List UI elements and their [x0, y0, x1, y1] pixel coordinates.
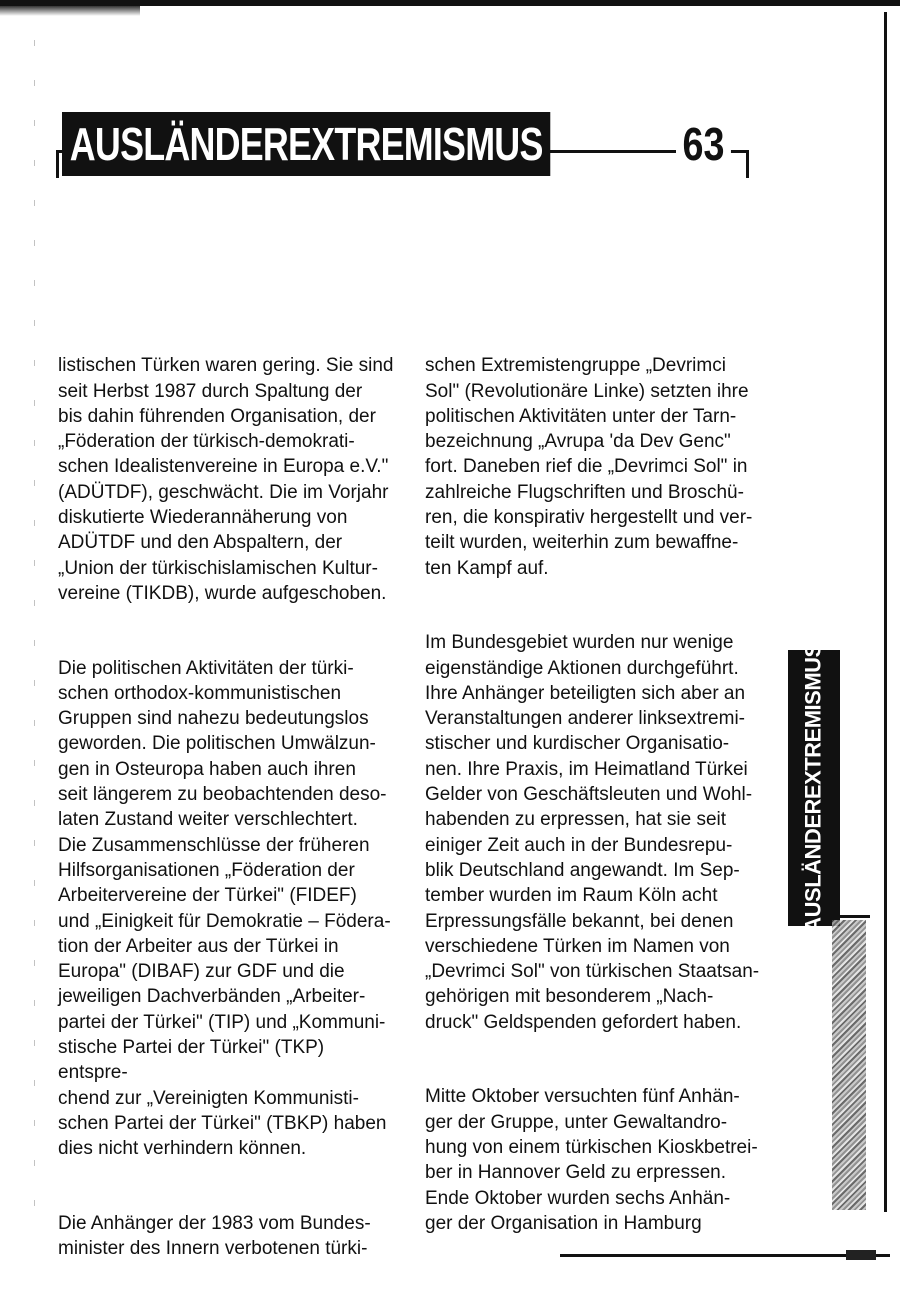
side-tab-label: AUSLÄNDEREXTREMISMUS — [801, 643, 826, 933]
paragraph: Die Anhänger der 1983 vom Bundes- minister des Innern verbotenen türki- — [58, 1212, 371, 1260]
scan-border-right — [884, 12, 887, 1212]
header-rule-right-tick — [746, 150, 749, 178]
right-column — [425, 328, 761, 1285]
scan-corner-mark — [846, 1250, 876, 1260]
paragraph: Im Bundesgebiet wurden nur wenige eigenständige Aktionen durchgeführt. Ihre Anhänger beteiligten sich aber an Veranstaltungen anderer linksextremi- stischer und kurdischer Organisatio- nen. Ihre Praxis, im Heimatland Türkei Gelder von Geschäftsleuten und Wohl- habenden zu erpressen, hat sie seit einiger Zeit auch in der Bundesrepu- blik Deutschland angewandt. Im Sep- tember wurden im Raum Köln acht Erpressungsfälle bekannt, bei denen verschiedene Türken im Namen von „Devrimci Sol" von türkischen Staatsan- gehörigen mit besonderem „Nach- druck" Geldspenden gefordert haben. — [425, 632, 760, 1033]
side-texture-pattern — [832, 920, 866, 1210]
paragraph: listischen Türken waren gering. Sie sind seit Herbst 1987 durch Spaltung der bis dahin führenden Organisation, der „Föderation der türkisch-demokrati- schen Idealistenvereine in Europa e.V." (ADÜTDF), geschwächt. Die im Vorjahr diskutierte Wiederannäherung von ADÜTDF und den Abspaltern, der „Union der türkischislamischen Kultur- vereine (TIKDB), wurde aufgeschoben. — [58, 355, 394, 604]
section-title: AUSLÄNDEREXTREMISMUS — [62, 112, 550, 176]
paragraph: Mitte Oktober versuchten fünf Anhän- ger der Gruppe, unter Gewaltandro- hung von einem türkischen Kioskbetrei- ber in Hannover Geld zu erpressen. Ende Oktober wurden sechs Anhän- ger der Organisation in Hamburg — [425, 1086, 758, 1234]
scan-left-edge — [34, 40, 35, 1220]
page-header — [56, 112, 750, 180]
paragraph: schen Extremistengruppe „Devrimci Sol" (Revolutionäre Linke) setzten ihre politischen Aktivitäten unter der Tarn- bezeichnung „Avrupa 'da Dev Genc" fort. Daneben rief die „Devrimci Sol" in zahlreiche Flugschriften und Broschü- ren, die konspirativ hergestellt und ver- teilt wurden, weiterhin zum bewaffne- ten Kampf auf. — [425, 355, 753, 579]
scan-shadow — [0, 6, 140, 16]
paragraph: Die politischen Aktivitäten der türki- schen orthodox-kommunistischen Gruppen sind nahezu bedeutungslos geworden. Die politischen Umwälzun- gen in Osteuropa haben auch ihren seit längerem zu beobachtenden deso- laten Zustand weiter verschlechtert. Die Zusammenschlüsse der früheren Hilfsorganisationen „Föderation der Arbeitervereine der Türkei" (FIDEF) und „Einigkeit für Demokratie – Födera- tion der Arbeiter aus der Türkei in Europa" (DIBAF) zur GDF und die jeweiligen Dachverbänden „Arbeiter- partei der Türkei" (TIP) und „Kommuni- stische Partei der Türkei" (TKP) entspre- chend zur „Vereinigten Kommunisti- schen Partei der Türkei" (TBKP) haben dies nicht verhindern können. — [58, 657, 391, 1160]
header-rule-left-tick — [56, 150, 59, 178]
side-tab-rule — [840, 915, 870, 918]
page-number: 63 — [676, 112, 731, 176]
left-column — [58, 328, 396, 1311]
section-side-tab — [788, 643, 840, 933]
